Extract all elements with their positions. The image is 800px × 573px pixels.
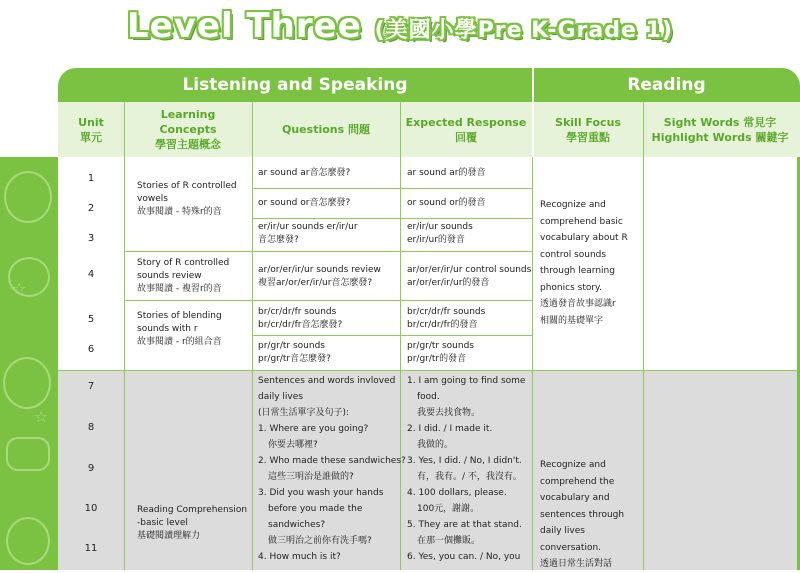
title-main: Level Three: [127, 6, 362, 46]
col-sight: Sight Words 常見字 Highlight Words 關鍵字: [651, 115, 789, 144]
grid-line: [532, 157, 533, 570]
col-concepts: Learning Concepts 學習主題概念: [155, 108, 221, 151]
grid-line: [124, 102, 125, 570]
skill-focus-cell: Recognize and comprehend basic vocabulary about R control sounds through learning phonics story. 透過發音故事認識r 相關的基礎單字: [540, 200, 628, 326]
response-cell: br/cr/dr/fr sounds br/cr/dr/fr的發音: [407, 307, 486, 330]
unit-number: 6: [87, 344, 95, 355]
page-title: [0, 6, 800, 46]
question-cell: ar sound ar音怎麼發?: [258, 168, 351, 178]
concept-cell: Reading Comprehension -basic level 基礎閱讀理解力: [137, 505, 248, 541]
cartoon-face-icon: [4, 171, 52, 223]
question-cell: ar/or/er/ir/ur sounds review 複習ar/or/er/ir/ur音怎麼發?: [258, 265, 381, 288]
grid-line: [252, 188, 532, 189]
col-questions: Questions 問題: [282, 123, 370, 136]
grid-line: [252, 218, 532, 219]
star-icon: ☆: [12, 279, 27, 298]
question-cell: pr/gr/tr sounds pr/gr/tr音怎麼發?: [258, 341, 331, 364]
response-cell: pr/gr/tr sounds pr/gr/tr的發音: [407, 341, 474, 364]
question-cell: br/cr/dr/fr sounds br/cr/dr/fr音怎麼發?: [258, 307, 343, 330]
grid-line: [252, 102, 253, 570]
grid-line: [643, 102, 644, 570]
concept-cell: Stories of blending sounds with r 故事閱讀 - r的組合音: [137, 311, 222, 347]
grid-line: [58, 370, 797, 371]
unit-number: 5: [87, 314, 95, 325]
unit-number: 4: [87, 269, 95, 280]
unit-number: 1: [87, 173, 95, 184]
cartoon-car-icon: [6, 437, 50, 471]
section-listening: Listening and Speaking: [58, 68, 532, 102]
unit-number: 9: [87, 463, 95, 474]
response-cell: ar/or/er/ir/ur control sounds ar/or/er/ir/ur的發音: [407, 265, 532, 288]
response-cell: ar sound ar的發音: [407, 168, 486, 178]
col-skill: Skill Focus 學習重點: [555, 115, 621, 144]
concept-cell: Story of R controlled sounds review 故事閱讀 - 複習r的音: [137, 258, 230, 294]
cartoon-face-icon: [3, 357, 51, 409]
cartoon-face-icon: [6, 517, 50, 565]
unit-number: 8: [87, 422, 95, 433]
reading-questions: Sentences and words invloved daily lives (日常生活單字及句子): 1. Where are you going? 你要去哪裡? 2. Who made these sandwiches? 這些三明治是誰做的? 3. Did you wash your hands before you made the sandwiches? 做三明治之前你有洗手嗎? 4. How much is it?: [258, 376, 406, 562]
response-cell: er/ir/ur sounds er/ir/ur的發音: [407, 222, 473, 245]
concept-cell: Stories of R controlled vowels 故事閱讀 - 特殊r的音: [137, 181, 237, 217]
reading-responses: 1. I am going to find some food. 我要去找食物。 2. I did. / I made it. 我做的。 3. Yes, I did. / No, I didn't. 有，我有。/ 不，我沒有。 4. 100 dollars, please. 100元，謝謝。 5. They are at that stand. 在那一個攤販。 6. Yes, you can. / No, you: [407, 376, 526, 562]
grid-line: [252, 335, 532, 336]
question-cell: er/ir/ur sounds er/ir/ur 音怎麼發?: [258, 222, 358, 245]
unit-number: 3: [87, 233, 95, 244]
unit-number: 7: [87, 381, 95, 392]
unit-number: 11: [84, 543, 98, 554]
response-cell: or sound or的發音: [407, 198, 486, 208]
question-cell: or sound or音怎麼發?: [258, 198, 351, 208]
title-sub: (美國小學Pre K-Grade 1): [374, 18, 673, 43]
skill-focus-cell: Recognize and comprehend the vocabulary and sentences through daily lives conversation. 透過日常生活對話: [540, 460, 625, 569]
star-icon: ☆: [34, 407, 49, 426]
unit-number: 2: [87, 203, 95, 214]
side-decoration: [0, 157, 58, 570]
col-unit: Unit 單元: [78, 115, 104, 144]
grid-line: [124, 300, 532, 301]
section-reading: Reading: [533, 68, 800, 102]
unit-number: 10: [84, 503, 98, 514]
col-response: Expected Response 回覆: [405, 115, 527, 144]
grid-line: [124, 251, 532, 252]
